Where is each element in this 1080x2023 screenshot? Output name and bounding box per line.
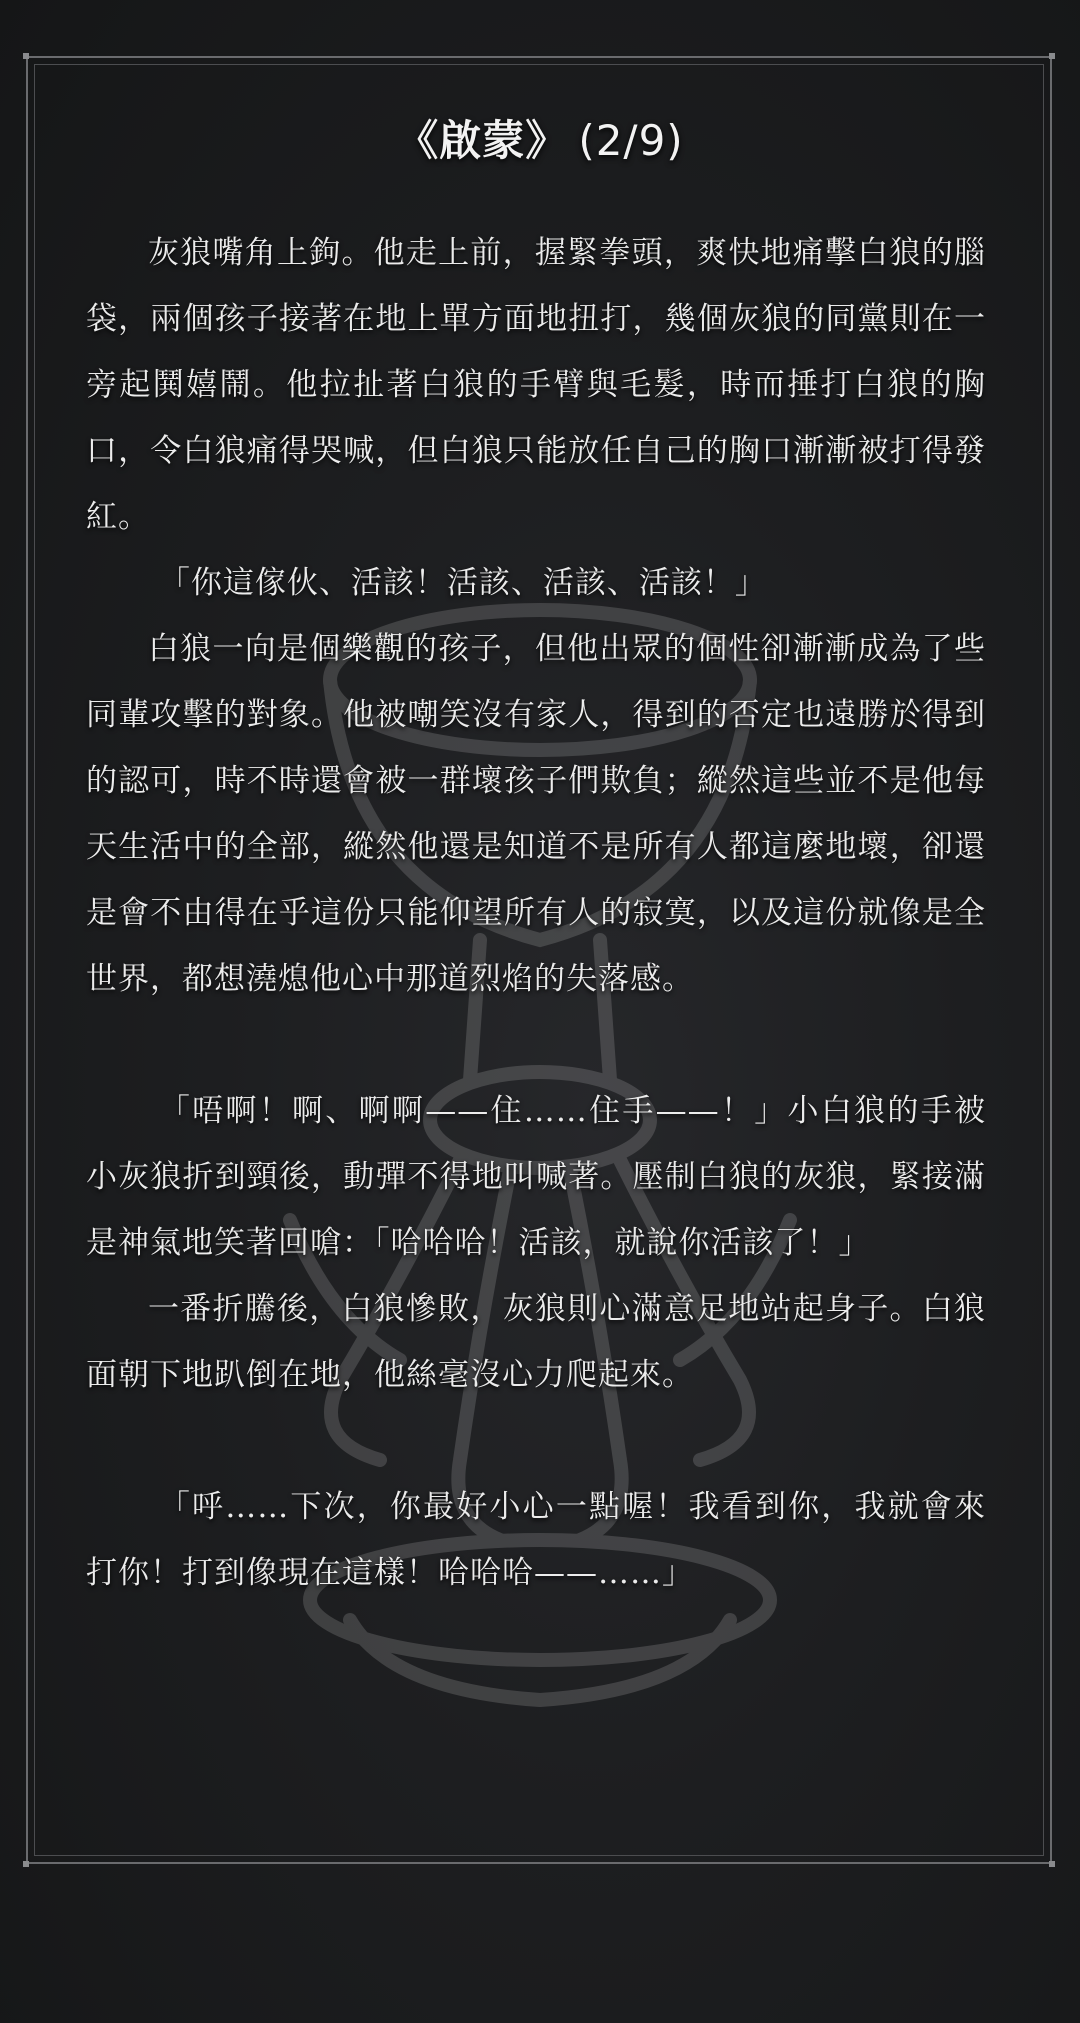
paragraph-spacer	[86, 1408, 986, 1474]
frame-corner-top-right	[1049, 53, 1055, 59]
chapter-title	[0, 108, 1080, 168]
paragraph-1: 灰狼嘴角上鉤。他走上前，握緊拳頭，爽快地痛擊白狼的腦袋，兩個孩子接著在地上單方面地扭打，幾個灰狼的同黨則在一旁起鬨嬉鬧。他拉扯著白狼的手臂與毛髮，時而捶打白狼的胸口，令白狼痛得哭喊，但白狼只能放任自己的胸口漸漸被打得發紅。	[86, 235, 986, 535]
frame-corner-top-left	[23, 53, 29, 59]
story-text	[86, 220, 986, 1606]
chapter-title-main: 《啟蒙》	[396, 116, 569, 165]
paragraph-3: 白狼一向是個樂觀的孩子，但他出眾的個性卻漸漸成為了些同輩攻擊的對象。他被嘲笑沒有家人，得到的否定也遠勝於得到的認可，時不時還會被一群壞孩子們欺負；縱然這些並不是他每天生活中的全部，縱然他還是知道不是所有人都這麼地壞，卻還是會不由得在乎這份只能仰望所有人的寂寞，以及這份就像是全世界，都想澆熄他心中那道烈焰的失落感。	[86, 631, 986, 997]
frame-corner-bottom-left	[23, 1861, 29, 1867]
paragraph-2-dialog: 「你這傢伙、活該！活該、活該、活該！」	[158, 565, 767, 601]
paragraph-5: 一番折騰後，白狼慘敗，灰狼則心滿意足地站起身子。白狼面朝下地趴倒在地，他絲毫沒心力爬起來。	[86, 1291, 986, 1393]
chapter-part-number: (2/9)	[578, 116, 684, 165]
paragraph-6-dialog: 「呼……下次，你最好小心一點喔！我看到你，我就會來打你！打到像現在這樣！哈哈哈——……」	[86, 1489, 986, 1591]
frame-corner-bottom-right	[1049, 1861, 1055, 1867]
paragraph-spacer	[86, 1012, 986, 1078]
paragraph-4-dialog: 「唔啊！啊、啊啊——住……住手——！」小白狼的手被小灰狼折到頸後，動彈不得地叫喊著。壓制白狼的灰狼，緊接滿是神氣地笑著回嗆：「哈哈哈！活該，就說你活該了！」	[86, 1093, 986, 1261]
